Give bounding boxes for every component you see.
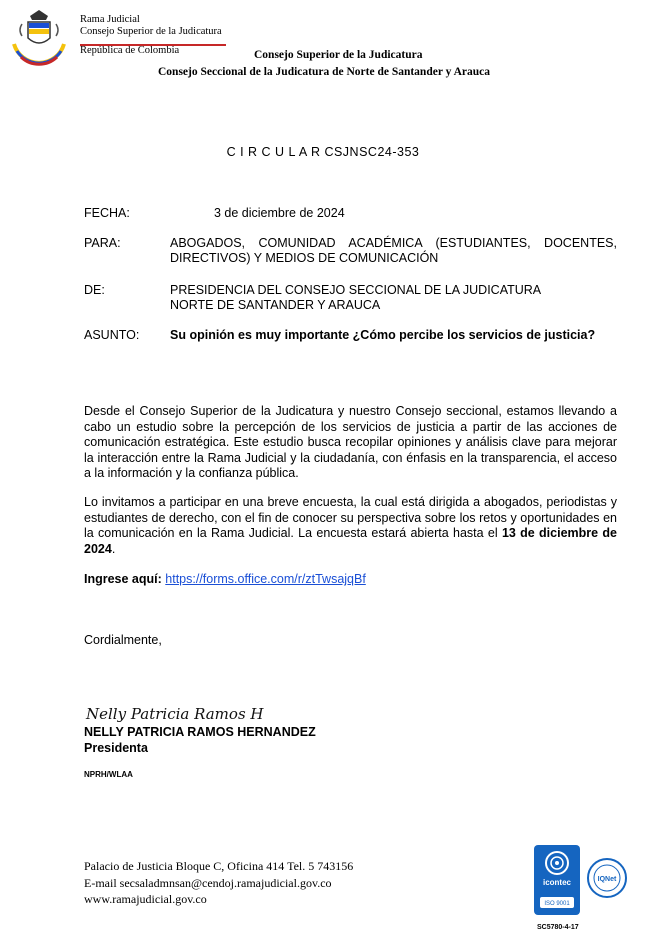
signatory-name: NELLY PATRICIA RAMOS HERNANDEZ [84,725,316,739]
body-paragraph-2 [84,495,617,557]
council-line1: Consejo Superior de la Judicatura [254,49,423,61]
icontec-label: icontec [542,878,572,887]
certificate-code: SC5780-4-17 [537,924,579,931]
para-value: ABOGADOS, COMUNIDAD ACADÉMICA (ESTUDIANTES, DOCENTES, DIRECTIVOS) Y MEDIOS DE COMUNICACIÓN [170,236,617,265]
paragraph2-end: . [111,541,116,556]
signature-handwriting: Nelly Patricia Ramos H [86,705,264,723]
iqnet-certification-logo [587,858,627,898]
para-label: PARA: [84,236,121,250]
paragraph2-text: Lo invitamos a participar en una breve encuesta, la cual está dirigida a abogados, periodistas y estudiantes de derecho, con el fin de conocer su perspectiva sobre los retos y oportunidades en la comunicación en la Rama Judicial. La encuesta estará abierta hasta el [84,495,617,541]
header-line1: Rama Judicial [80,14,140,25]
header-line3: República de Colombia [80,45,180,56]
ingrese-line [84,572,617,588]
de-value [170,283,617,313]
iqnet-label: IQNet [597,876,617,883]
icontec-certification-logo [534,845,580,915]
footer-email: E-mail secsaladmnsan@cendoj.ramajudicial.gov.co [84,875,332,890]
de-line1: PRESIDENCIA DEL CONSEJO SECCIONAL DE LA JUDICATURA [170,283,542,297]
header-line2: Consejo Superior de la Judicatura [80,26,222,37]
de-label: DE: [84,283,105,297]
de-line2: NORTE DE SANTANDER Y ARAUCA [170,298,381,312]
asunto-label: ASUNTO: [84,328,140,342]
footer-address: Palacio de Justicia Bloque C, Oficina 414 Tel. 5 743156 [84,859,354,873]
survey-link[interactable]: https://forms.office.com/r/ztTwsajqBf [165,572,366,586]
handwritten-signature [86,699,264,725]
closing: Cordialmente, [84,633,162,647]
council-line2: Consejo Seccional de la Judicatura de Norte de Santander y Arauca [158,66,491,78]
body-paragraph-1: Desde el Consejo Superior de la Judicatura y nuestro Consejo seccional, estamos llevando a cabo un estudio sobre la percepción de los servicios de justicia a partir de las acciones de comunicación estratégica. Este estudio busca recopilar opiniones y análisis clave para mejorar la interacción entre la Rama Judicial y la ciudadanía, con énfasis en la transparencia, el acceso a la información y la confianza pública. [84,404,617,481]
institution-name [80,14,222,38]
coat-of-arms-logo [8,4,70,66]
drafter-initials: NPRH/WLAA [84,770,133,779]
fecha-label: FECHA: [84,206,130,220]
signatory-role: Presidenta [84,741,148,755]
ingrese-label: Ingrese aquí: [84,572,162,586]
iso-label: ISO 9001 [544,901,570,907]
asunto-value: Su opinión es muy importante ¿Cómo percibe los servicios de justicia? [170,328,596,342]
circular-title: C I R C U L A R CSJNSC24-353 [226,145,420,159]
deadline-date: 13 de diciembre de 2024 [84,526,617,556]
footer-web: www.ramajudicial.gov.co [84,892,207,906]
fecha-value: 3 de diciembre de 2024 [214,206,345,220]
footer-contact [84,858,353,908]
